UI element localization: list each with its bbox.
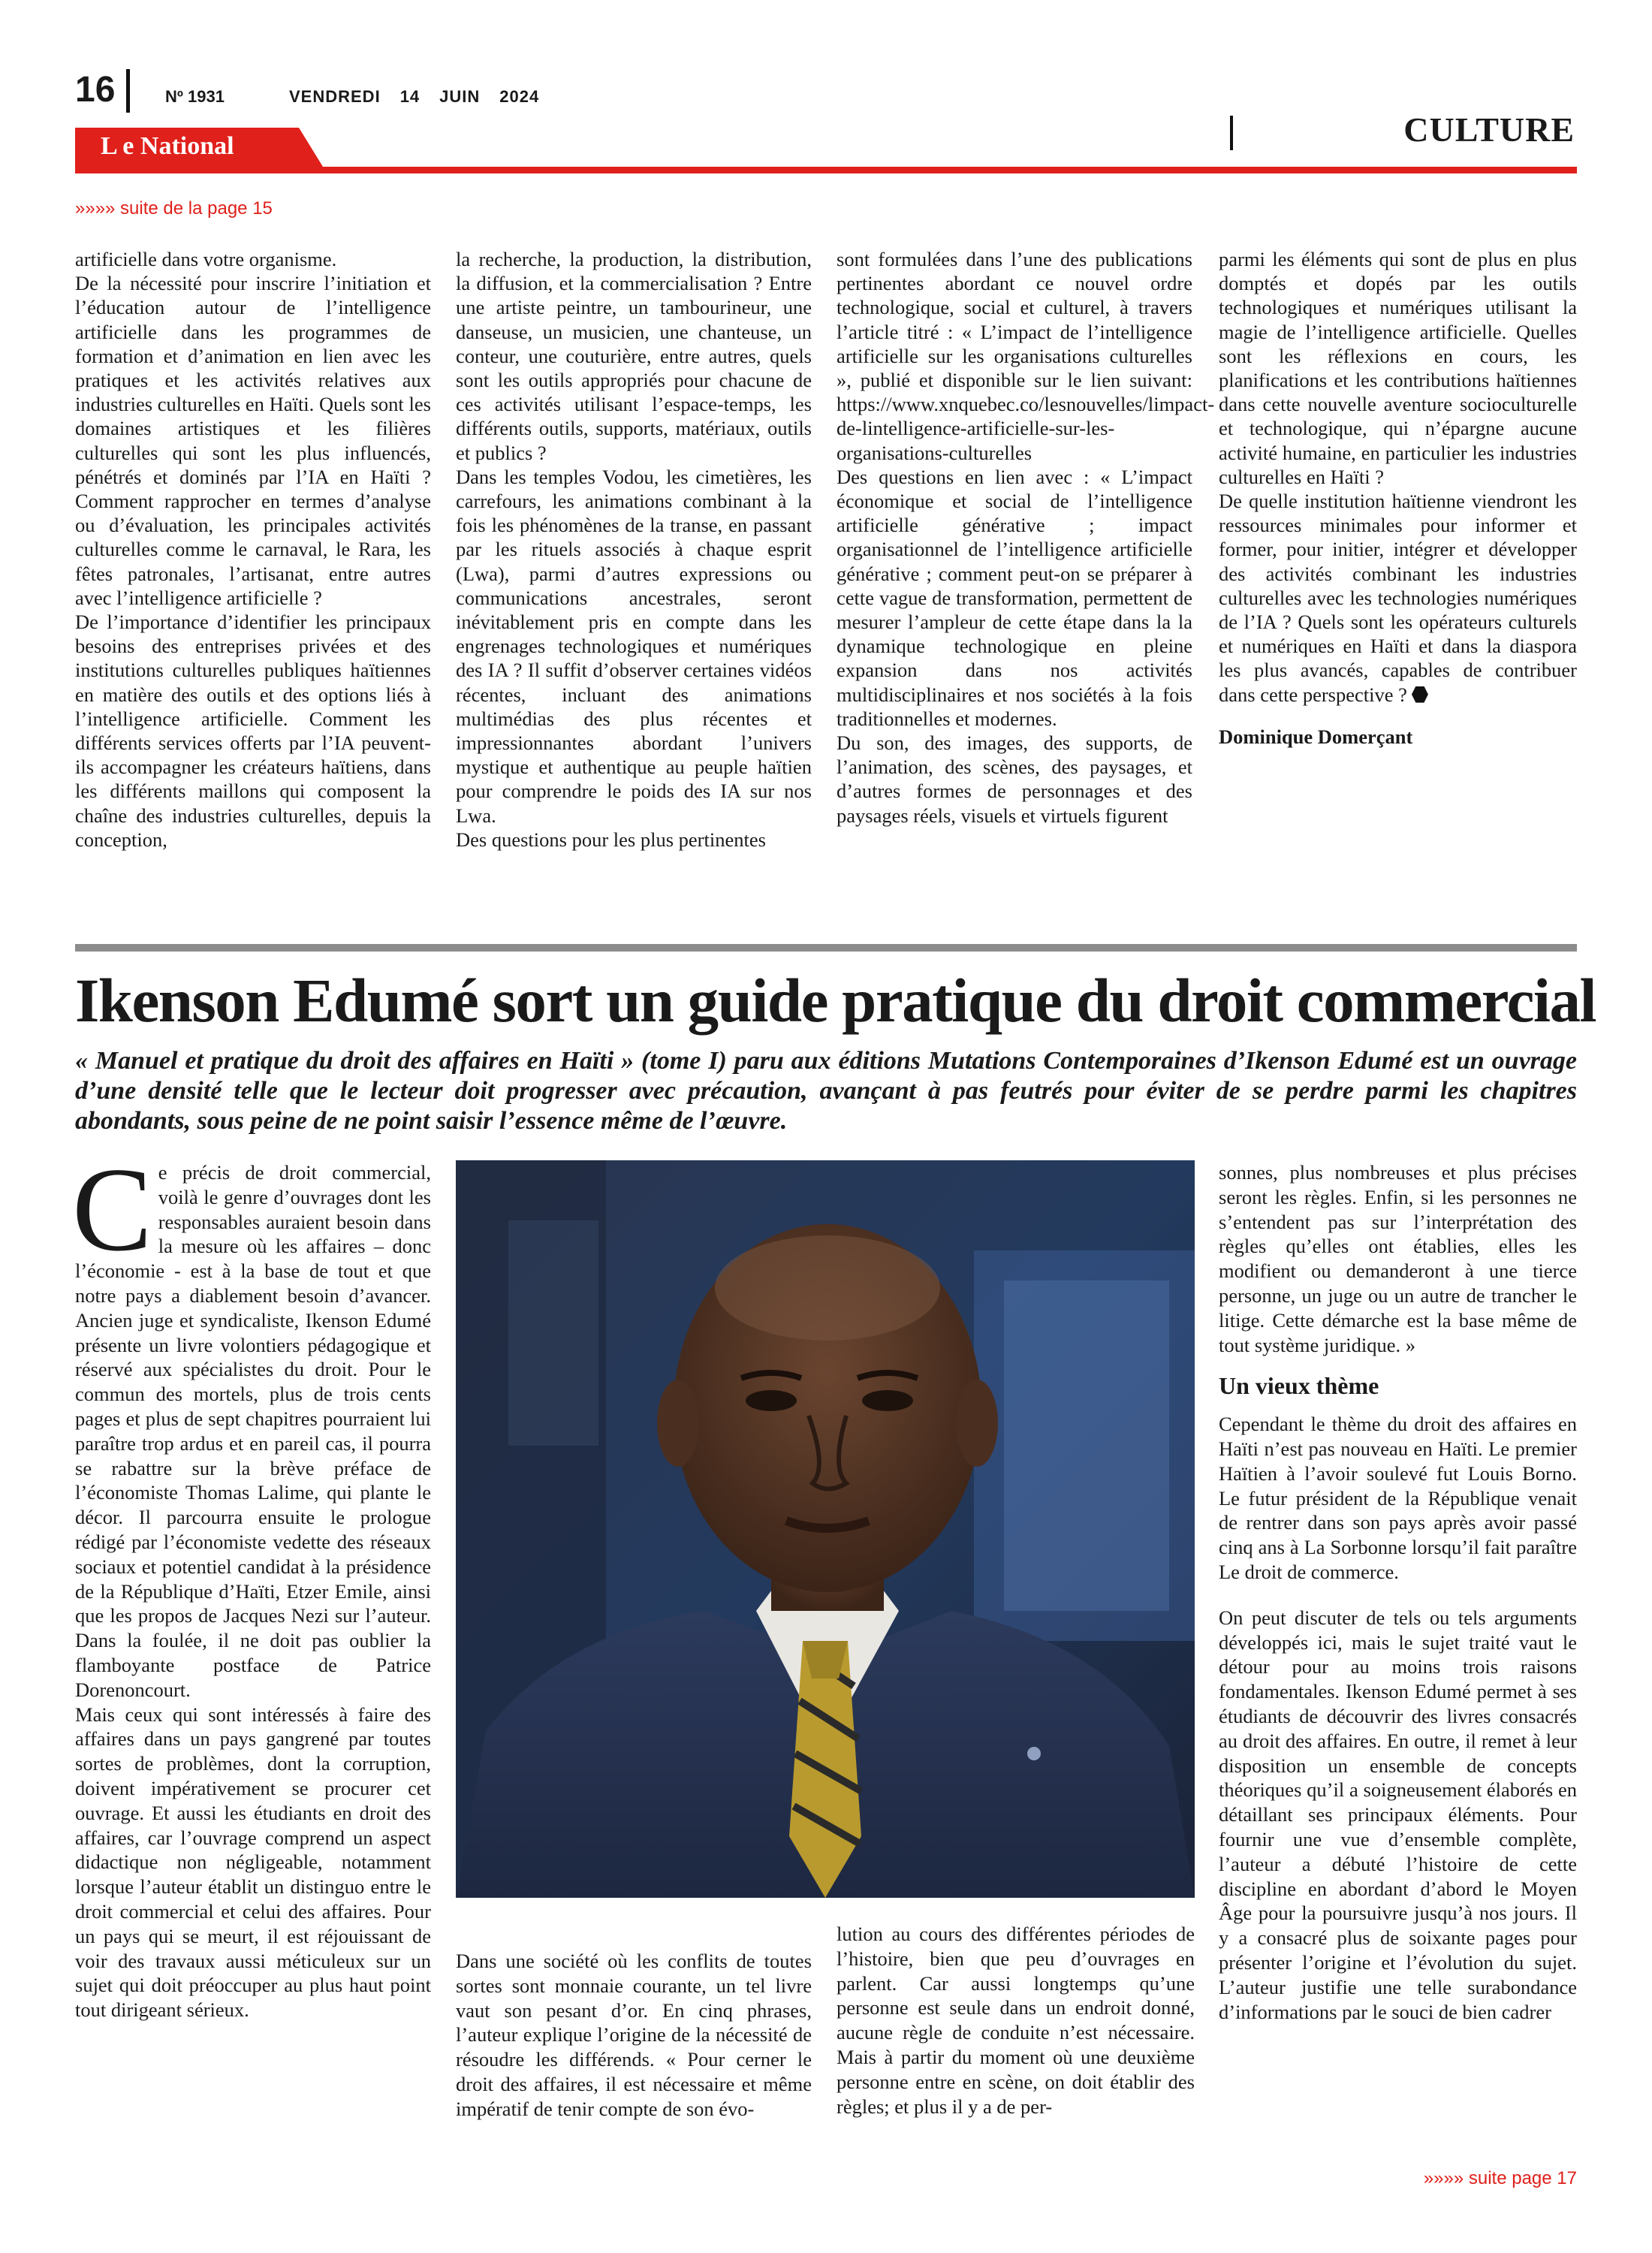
- issue-number: Nº 1931: [165, 87, 225, 106]
- top-article-column-3: [837, 247, 1215, 828]
- paragraph: Des questions pour les plus pertinentes: [456, 828, 766, 851]
- subheading: Un vieux thème: [1219, 1372, 1379, 1400]
- section-title: CULTURE: [1403, 110, 1575, 149]
- top-article-column-4: [1219, 247, 1577, 749]
- header-rule: [75, 167, 1577, 173]
- author-portrait-photo: [456, 1160, 1195, 1898]
- paragraph: On peut discuter de tels ou tels arguments développés ici, mais le sujet traité vaut le détour pour au moins trois raisons fondamentales. Ikenson Edumé permet à ses étudiants de découvrir des livres consacrés au droit des affaires. En outre, il remet à leur disposition un ensemble de concepts théoriques qu’il a soigneusement élaborés en détaillant ses principaux éléments. Pour fournir une vue d’ensemble complète, l’auteur a débuté l’histoire de cette discipline en abordant d’abord le Moyen Âge pour la poursuivre jusqu’à nos jours. Il y a consacré plus de soixante pages pour présenter l’origine et l’évolution du sujet. L’auteur justifie une telle surabondance d’informations par le souci de bien cadrer: [1219, 1606, 1577, 2023]
- page-number-divider: [126, 69, 130, 113]
- continued-to-link[interactable]: »»»» suite page 17: [1423, 2168, 1577, 2188]
- paragraph: [72, 1142, 431, 1703]
- page-number: 16: [75, 70, 116, 110]
- portrait-illustration: [456, 1160, 1195, 1898]
- issue-date: [289, 87, 559, 107]
- paragraph: Mais ceux qui sont intéressés à faire des affaires dans un pays gangrené par toutes sortes de problèmes, dont la corruption, doivent impérativement se procurer cet ouvrage. Et aussi les étudiants en droit des affaires, car l’ouvrage comprend un aspect didactique non négligeable, notamment lorsque l’auteur établit un distinguo entre le droit commercial et celui des affaires. Pour un pays qui se meurt, il est réjouissant de voir des travaux aussi méticuleux sur un sujet qui doit préoccuper au plus haut point tout dirigeant sérieux.: [75, 1703, 431, 2022]
- top-article-column-2: [456, 247, 812, 852]
- top-article-column-1: [75, 247, 431, 852]
- drop-cap: C: [72, 1142, 152, 1276]
- paragraph: Dans les temples Vodou, les cimetières, les carrefours, les animations combinant à la fois les phénomènes de la transe, en passant par les rituels associés à chaque esprit (Lwa), parmi d’autres expressions ou communications ancestrales, seront inévitablement pris en compte dans les engrenages technologiques et numériques des IA ? Il suffit d’observer certaines vidéos récentes, incluant des animations multimédias des plus récentes et impressionnantes abordant l’univers mystique et authentique au peuple haïtien pour comprendre le poids des IA sur nos Lwa.: [456, 465, 812, 827]
- paragraph: Des questions en lien avec : « L’impact économique et social de l’intelligence artificielle générative ; impact organisationnel de l’intelligence artificielle générative ; comment peut-on se préparer à cette vague de transformation, permettent de mesurer l’ampleur de cette étape dans la la dynamique technologique en pleine expansion dans nos activités multidisciplinaires et nos sociétés à la fois traditionnelles et modernes.: [837, 465, 1192, 730]
- main-article-column-2: [456, 1949, 812, 2122]
- paragraph: sonnes, plus nombreuses et plus précises seront les règles. Enfin, si les personnes ne s’entendent pas sur l’interprétation des règles qu’elles ont établies, elles les modifient ou demanderont à une tierce personne, un juge ou un autre de trancher le litige. Cette démarche est la base même de tout système juridique. »: [1219, 1161, 1577, 1356]
- date-num: 14: [399, 87, 421, 106]
- paragraph: Cependant le thème du droit des affaires en Haïti n’est pas nouveau en Haïti. Le premier Haïtien à l’avoir soulevé fut Louis Borno. Le futur président de la République venait de rentrer dans son pays après avoir passé cinq ans à La Sorbonne lorsqu’il fait paraître Le droit de commerce.: [1219, 1413, 1577, 1583]
- headline: Ikenson Edumé sort un guide pratique du droit commercial: [75, 966, 1596, 1035]
- date-day: VENDREDI: [289, 87, 381, 106]
- paragraph: lution au cours des différentes périodes de l’histoire, bien que peu d’ouvrages en parlent. Car aussi longtemps qu’une personne est seule dans un endroit donné, aucune règle de conduite n’est nécessaire. Mais à partir du moment où une deuxième personne entre en scène, on doit établir des règles; et plus il y a de per-: [837, 1923, 1195, 2118]
- date-year: 2024: [499, 87, 540, 106]
- author-byline: Dominique Domerçant: [1219, 725, 1413, 748]
- paragraph: Du son, des images, des supports, de l’animation, des scènes, des paysages, et d’autres formes de personnages et des paysages réels, visuels et virtuels figurent: [837, 731, 1192, 827]
- paragraph-text: e précis de droit commercial, voilà le genre d’ouvrages dont les responsables auraient besoin dans la mesure où les affaires – donc l’économie - est à la base de tout et que notre pays a diablement besoin d’avancer. Ancien juge et syndicaliste, Ikenson Edumé présente un livre volontiers pédagogique et réservé aux spécialistes du droit. Pour le commun des mortels, plus de trois cents pages et plus de sept chapitres pourraient lui paraître trop ardus et en pareil cas, il pourra se rabattre sur la brève préface de l’économiste Thomas Lalime, qui plante le décor. Il parcourra ensuite le prologue rédigé par l’économiste vedette des réseaux sociaux et potentiel candidat à la présidence de la République d’Haïti, Etzer Emile, ainsi que les propos de Jacques Nezi sur l’auteur. Dans la foulée, il ne doit pas oublier la flamboyante postface de Patrice Dorenoncourt.: [75, 1161, 431, 1701]
- continued-from-link[interactable]: »»»» suite de la page 15: [75, 198, 273, 219]
- main-article-column-1: [72, 1142, 431, 2022]
- date-month: JUIN: [439, 87, 481, 106]
- paragraph-text: De quelle institution haïtienne viendront les ressources minimales pour informer et former, pour initier, intégrer et développer des activités combinant les industries culturelles avec les technologies numériques de l’IA ? Quels sont les opérateurs culturels et numériques en Haïti et dans la diaspora les plus avancés, capables de contribuer dans cette perspective ?: [1219, 490, 1577, 706]
- paragraph: Dans une société où les conflits de toutes sortes sont monnaie courante, un tel livre vaut son pesant d’or. En cinq phrases, l’auteur explique l’origine de la nécessité de résoudre les différends. « Pour cerner le droit des affaires, il est nécessaire et même impératif de tenir compte de son évo-: [456, 1950, 812, 2120]
- paragraph: De la nécessité pour inscrire l’initiation et l’éducation autour de l’intelligence artificielle dans les programmes de formation et d’animation en lien avec les pratiques et les activités relatives aux industries culturelles en Haïti. Quels sont les domaines artistiques et les filières culturelles qui sont les plus influencés, pénétrés et dominés par l’IA en Haïti ? Comment rapprocher en termes d’analyse ou d’évaluation, les principales activités culturelles comme le carnaval, le Rara, les fêtes patronales, l’artisanat, entre autres avec l’intelligence artificielle ?: [75, 272, 431, 609]
- newspaper-logo: L e National: [101, 132, 234, 160]
- main-article-column-3: [837, 1922, 1195, 2119]
- paragraph: parmi les éléments qui sont de plus en plus domptés et dopés par les outils technologiques et numériques utilisant la magie de l’intelligence artificielle. Quelles sont les réflexions en cours, les planifications et les contributions haïtiennes dans cette nouvelle aventure socioculturelle et technologique, qui n’épargne aucune activité humaine, en particulier les industries culturelles en Haïti ?: [1219, 248, 1577, 488]
- section-divider: [1230, 116, 1233, 150]
- article-separator: [75, 944, 1577, 952]
- lede: « Manuel et pratique du droit des affaires en Haïti » (tome I) paru aux éditions Mutations Contemporaines d’Ikenson Edumé est un ouvrage d’une densité telle que le lecteur doit progresser avec précaution, avançant à pas feutrés pour éviter de se perdre parmi les chapitres abondants, sous peine de ne point saisir l’essence même de l’œuvre.: [75, 1047, 1577, 1135]
- main-article-column-4: [1219, 1160, 1577, 2024]
- end-of-article-icon: [1412, 686, 1428, 703]
- paragraph: De l’importance d’identifier les principaux besoins des entreprises privées et des institutions culturelles publiques haïtiennes en matière des outils et des options liés à l’intelligence artificielle. Comment les différents services offerts par l’IA peuvent-ils accompagner les créateurs haïtiens, dans les différents maillons qui composent la chaîne des industries culturelles, depuis la conception,: [75, 611, 431, 851]
- paragraph: artificielle dans votre organisme.: [75, 248, 337, 270]
- paragraph: sont formulées dans l’une des publications pertinentes abordant ce nouvel ordre technologique, social et culturel, à travers l’article titré : « L’impact de l’intelligence artificielle sur les organisations culturelles », publié et disponible sur le lien suivant: https://www.xnquebec.co/lesnouvelles/limpact-de-lintelligence-artificielle-sur-les-organisations-culturelles: [837, 248, 1215, 464]
- paragraph: [1219, 489, 1577, 707]
- paragraph: la recherche, la production, la distribution, la diffusion, et la commercialisation ? Entre une artiste peintre, un tambourineur, une danseuse, un musicien, une chanteuse, un conteur, une couturière, entre autres, quels sont les outils appropriés pour chacune de ces activités utilisant l’espace-temps, les différents outils, supports, matériaux, outils et publics ?: [456, 248, 812, 464]
